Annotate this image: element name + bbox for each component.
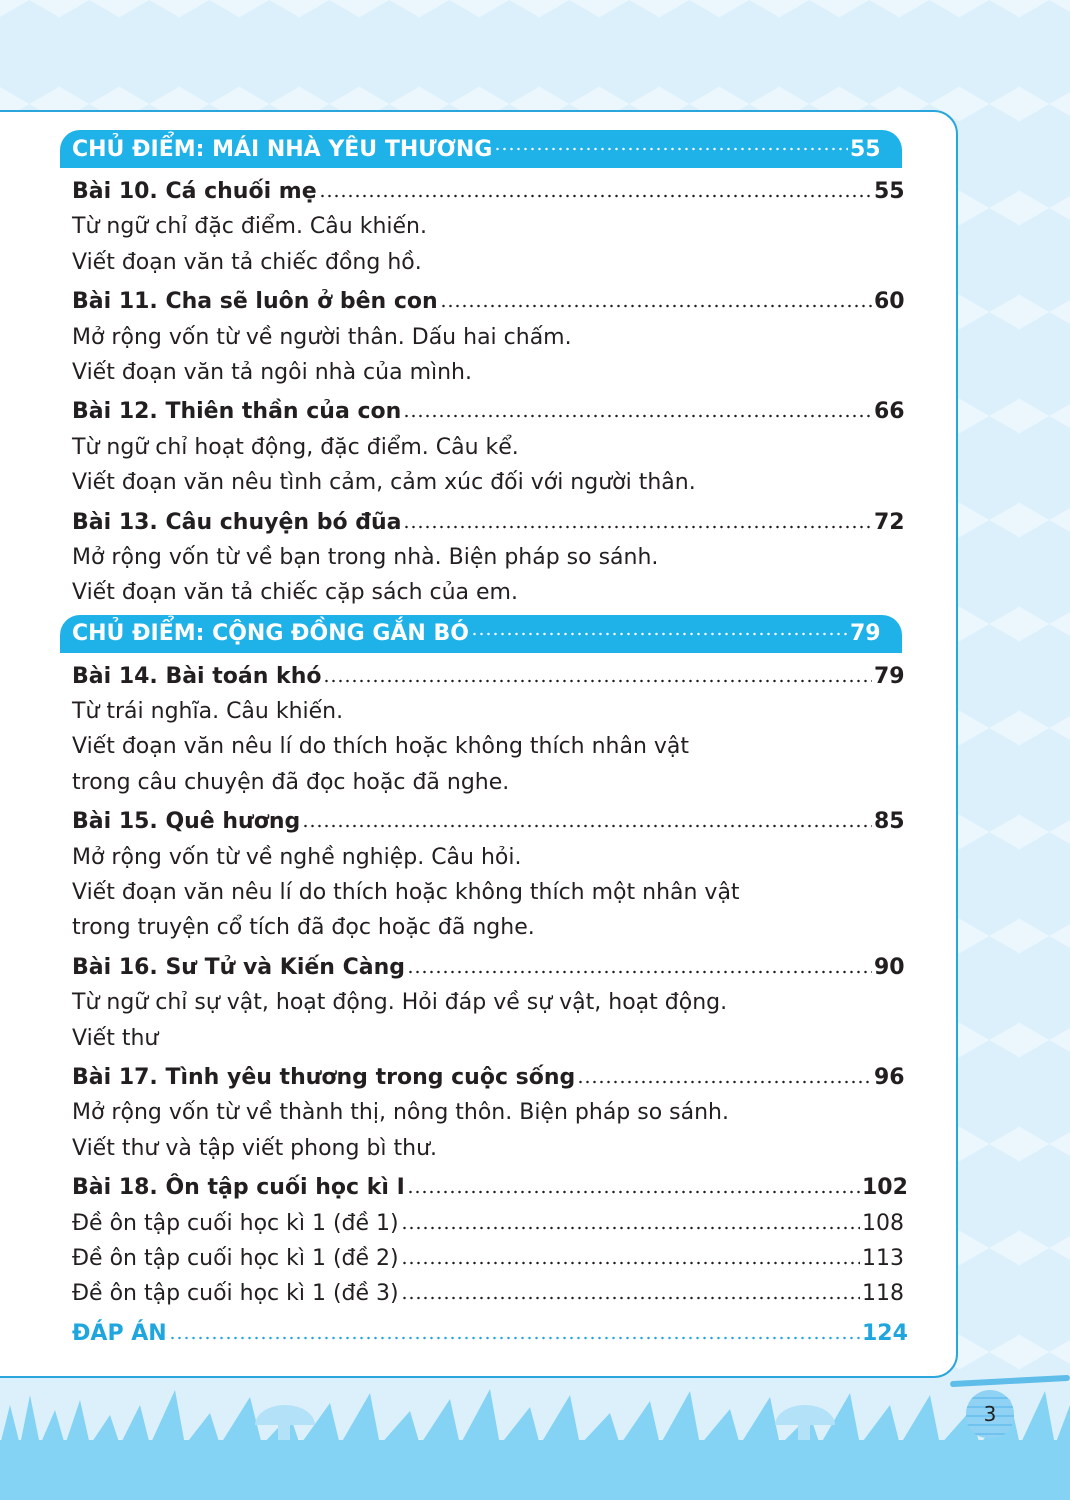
entry-title: Từ ngữ chỉ đặc điểm. Câu khiến. xyxy=(72,214,427,240)
entry-title: Viết đoạn văn tả ngôi nhà của mình. xyxy=(72,359,472,385)
entry-title: Mở rộng vốn từ về người thân. Dấu hai chấm. xyxy=(72,324,572,350)
dot-leader xyxy=(471,632,848,636)
section-header xyxy=(60,130,902,168)
review-entry xyxy=(60,1276,902,1311)
lesson-entry xyxy=(60,950,905,985)
entry-title: Viết đoạn văn tả chiếc đồng hồ. xyxy=(72,249,422,275)
lesson-description xyxy=(60,430,902,465)
lesson-description xyxy=(60,985,902,1020)
entry-title: Bài 12. Thiên thần của con xyxy=(72,399,402,425)
page-ref: 55 xyxy=(850,136,881,162)
lesson-description xyxy=(60,209,902,244)
lesson-entry xyxy=(60,505,905,540)
lesson-description xyxy=(60,1021,902,1056)
lesson-description xyxy=(60,1131,902,1166)
entry-title: Mở rộng vốn từ về nghề nghiệp. Câu hỏi. xyxy=(72,844,522,870)
entry-title: Bài 16. Sư Tử và Kiến Càng xyxy=(72,954,406,980)
entry-title: Viết đoạn văn nêu tình cảm, cảm xúc đối với người thân. xyxy=(72,470,696,496)
dot-leader xyxy=(302,824,872,828)
entry-title: Viết đoạn văn nêu lí do thích hoặc không thích một nhân vật xyxy=(72,880,740,906)
dot-leader xyxy=(440,304,872,308)
entry-title: Đề ôn tập cuối học kì 1 (đề 2) xyxy=(72,1245,399,1271)
entry-title: Bài 17. Tình yêu thương trong cuộc sống xyxy=(72,1064,576,1090)
page-ref: 79 xyxy=(850,621,881,647)
page-ref: 102 xyxy=(862,1175,908,1201)
page-ref: 85 xyxy=(874,809,905,835)
entry-title: Bài 13. Câu chuyện bó đũa xyxy=(72,509,402,535)
page-ref: 124 xyxy=(862,1320,908,1346)
lesson-description xyxy=(60,694,902,729)
lesson-entry xyxy=(60,804,905,839)
dot-leader xyxy=(577,1080,872,1084)
entry-title: Mở rộng vốn từ về bạn trong nhà. Biện pháp so sánh. xyxy=(72,544,659,570)
entry-title: Đề ôn tập cuối học kì 1 (đề 1) xyxy=(72,1210,399,1236)
entry-title: Từ trái nghĩa. Câu khiến. xyxy=(72,699,344,725)
dot-leader xyxy=(403,414,872,418)
dot-leader xyxy=(407,970,872,974)
lesson-description xyxy=(60,245,902,280)
lesson-description xyxy=(60,910,902,945)
grass-decoration xyxy=(0,1385,1070,1445)
entry-title: CHỦ ĐIỂM: CỘNG ĐỒNG GẮN BÓ xyxy=(72,621,469,647)
dot-leader xyxy=(401,1226,860,1230)
page-ref: 113 xyxy=(862,1245,904,1271)
entry-title: ĐÁP ÁN xyxy=(72,1320,167,1346)
page-ref: 90 xyxy=(874,954,905,980)
review-entry xyxy=(60,1206,902,1241)
entry-title: CHỦ ĐIỂM: MÁI NHÀ YÊU THƯƠNG xyxy=(72,136,493,162)
lesson-description xyxy=(60,320,902,355)
lesson-description xyxy=(60,540,902,575)
lesson-description xyxy=(60,765,902,800)
dot-leader xyxy=(401,1296,860,1300)
dot-leader xyxy=(323,679,872,683)
entry-title: Bài 10. Cá chuối mẹ xyxy=(72,179,317,204)
dot-leader xyxy=(169,1336,860,1340)
dot-leader xyxy=(319,194,872,198)
page-ref: 60 xyxy=(874,289,905,315)
page-ref: 108 xyxy=(862,1210,904,1236)
entry-title: Bài 11. Cha sẽ luôn ở bên con xyxy=(72,289,438,315)
entry-title: Từ ngữ chỉ sự vật, hoạt động. Hỏi đáp về sự vật, hoạt động. xyxy=(72,990,728,1016)
lesson-description xyxy=(60,355,902,390)
lesson-description xyxy=(60,875,902,910)
table-of-contents xyxy=(60,130,908,1351)
dot-leader xyxy=(403,525,872,529)
lesson-description xyxy=(60,1095,902,1130)
entry-title: Mở rộng vốn từ về thành thị, nông thôn. Biện pháp so sánh. xyxy=(72,1100,729,1126)
entry-title: Bài 14. Bài toán khó xyxy=(72,663,322,689)
lesson-description xyxy=(60,729,902,764)
entry-title: Đề ôn tập cuối học kì 1 (đề 3) xyxy=(72,1281,399,1307)
entry-title: Từ ngữ chỉ hoạt động, đặc điểm. Câu kể. xyxy=(72,434,519,460)
lesson-entry xyxy=(60,284,905,319)
lesson-entry xyxy=(60,174,905,209)
dot-leader xyxy=(401,1261,860,1265)
entry-title: trong truyện cổ tích đã đọc hoặc đã nghe. xyxy=(72,915,535,941)
page-ref: 66 xyxy=(874,399,905,425)
entry-title: trong câu chuyện đã đọc hoặc đã nghe. xyxy=(72,769,510,795)
entry-title: Viết đoạn văn tả chiếc cặp sách của em. xyxy=(72,580,518,606)
review-entry xyxy=(60,1241,902,1276)
lesson-entry xyxy=(60,1170,908,1205)
entry-title: Viết đoạn văn nêu lí do thích hoặc không thích nhân vật xyxy=(72,734,690,760)
dot-leader xyxy=(494,147,848,151)
dot-leader xyxy=(407,1190,860,1194)
lesson-description xyxy=(60,840,902,875)
page-ref: 96 xyxy=(874,1064,905,1090)
entry-title: Bài 15. Quê hương xyxy=(72,809,301,835)
page-number: 3 xyxy=(966,1390,1014,1438)
entry-title: Viết thư và tập viết phong bì thư. xyxy=(72,1135,438,1161)
page-ref: 118 xyxy=(862,1281,904,1307)
section-header xyxy=(60,615,902,653)
page-ref: 72 xyxy=(874,509,905,535)
ground-decoration xyxy=(0,1440,1070,1500)
lesson-description xyxy=(60,575,902,610)
page-ref: 79 xyxy=(874,663,905,689)
entry-title: Bài 18. Ôn tập cuối học kì I xyxy=(72,1175,405,1201)
page-ref: 55 xyxy=(874,179,905,204)
lesson-entry xyxy=(60,394,905,429)
lesson-entry xyxy=(60,1060,905,1095)
entry-title: Viết thư xyxy=(72,1025,159,1051)
lesson-description xyxy=(60,465,902,500)
answers-entry xyxy=(60,1316,908,1351)
lesson-entry xyxy=(60,659,905,694)
